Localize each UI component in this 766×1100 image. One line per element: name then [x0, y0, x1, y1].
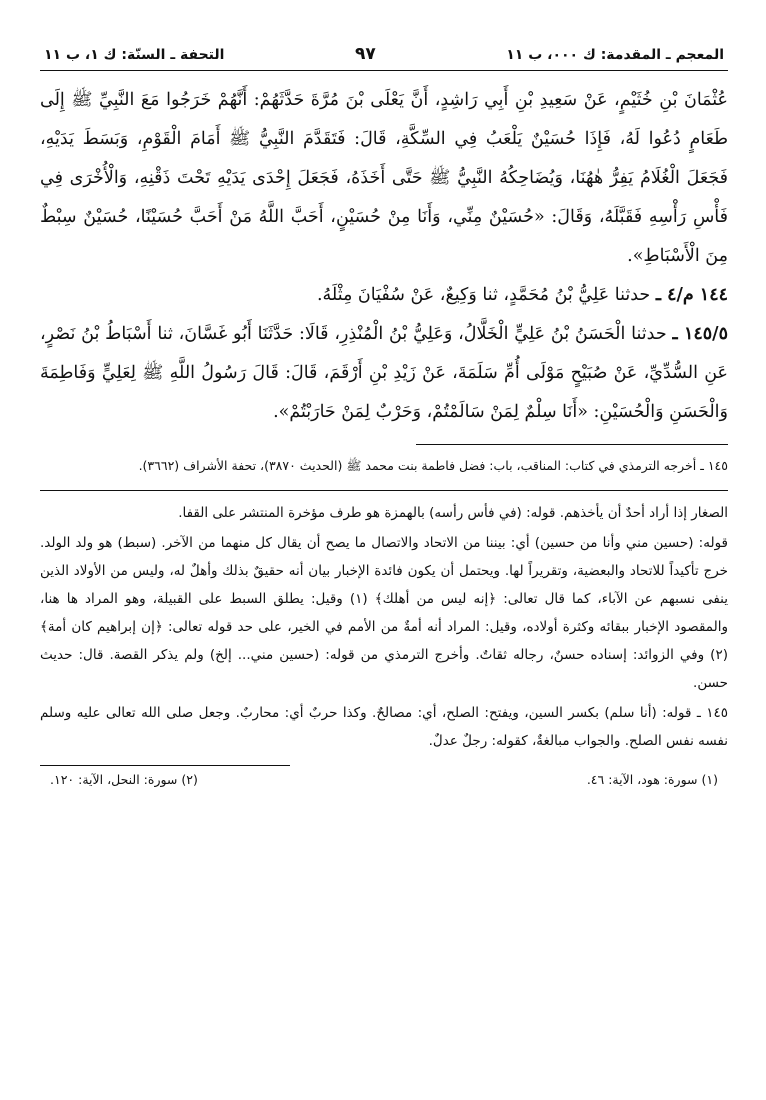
hadith-text — [40, 81, 728, 432]
hadith-145-number: ١٤٥/٥ ـ — [672, 324, 728, 344]
hadith-continuation: عُثْمَانَ بْنِ خُثَيْمٍ، عَنْ سَعِيدِ بْنِ أَبِي رَاشِدٍ، أَنَّ يَعْلَى بْنَ مُرَّةَ حَدَّثَهُمْ: أَنَّهُمْ خَرَجُوا مَعَ النَّبِيِّ ﷺ إِلَى طَعَامٍ دُعُوا لَهُ، فَإِذَا حُسَيْنٌ يَلْعَبُ فِي السِّكَّةِ، قَالَ: فَتَقَدَّمَ النَّبِيُّ ﷺ أَمَامَ الْقَوْمِ، وَبَسَطَ يَدَيْهِ، فَجَعَلَ الْغُلَامُ يَفِرُّ هٰهُنَا، وَيُضَاحِكُهُ النَّبِيُّ ﷺ حَتَّى أَخَذَهُ، فَجَعَلَ إِحْدَى يَدَيْهِ تَحْتَ ذَقْنِهِ، وَالْأُخْرَى فِي فَأْسِ رَأْسِهِ فَقَبَّلَهُ، وَقَالَ: «حُسَيْنٌ مِنِّي، وَأَنَا مِنْ حُسَيْنٍ، أَحَبَّ اللَّهُ مَنْ أَحَبَّ حُسَيْنًا، حُسَيْنٌ سِبْطٌ مِنَ الْأَسْبَاطِ». — [40, 90, 728, 266]
page — [40, 44, 728, 1080]
hadith-145-text: حدثنا الْحَسَنُ بْنُ عَلِيٍّ الْخَلَّالُ، وَعَلِيُّ بْنُ الْمُنْذِرِ، قَالَا: حَدَّثَنَا أَبُو غَسَّانَ، ثنا أَسْبَاطُ بْنُ نَصْرٍ، عَنِ السُّدِّيِّ، عَنْ صُبَيْحٍ مَوْلَى أُمِّ سَلَمَةَ، عَنْ زَيْدِ بْنِ أَرْقَمَ، قَالَ: قَالَ رَسُولُ اللَّهِ ﷺ لِعَلِيٍّ وَفَاطِمَةَ وَالْحَسَنِ وَالْحُسَيْنِ: «أَنَا سِلْمٌ لِمَنْ سَالَمْتُمْ، وَحَرْبٌ لِمَنْ حَارَبْتُمْ». — [40, 324, 728, 422]
commentary-separator — [40, 490, 728, 491]
hadith-144 — [40, 276, 728, 315]
hadith-145 — [40, 315, 728, 432]
header-right: المعجم ـ المقدمة: ك ٠٠٠، ب ١١ — [506, 47, 724, 63]
commentary-paragraph-1: الصغار إذا أراد أحدٌ أن يأخذهم. قوله: (في فأس رأسه) بالهمزة هو طرف مؤخرة المنتشر على القفا. — [178, 505, 728, 521]
hadith-144-number: ١٤٤ م/٤ ـ — [655, 285, 728, 305]
hadith-144-text: حدثنا عَلِيُّ بْنُ مُحَمَّدٍ، ثنا وَكِيعٌ، عَنْ سُفْيَانَ مِثْلَهُ. — [316, 285, 651, 305]
footnote-1: (١) سورة: هود، الآية: ٤٦. — [586, 772, 718, 787]
commentary — [40, 499, 728, 755]
commentary-paragraph-2: قوله: (حسين مني وأنا من حسين) أي: بيننا من الاتحاد والاتصال ما يصح أن يقال كل منهما من الآخر. (سبط) هو ولد الولد. خرج تأكيداً للاتحاد والبعضية، وتقريراً لها. ويحتمل أن يكون فائدة الإخبار بيان أنه حقيقٌ بذلك وأهلٌ له، وليس من الأولاد الذين ينفى نسبهم عن الآباء، كما قال تعالى: ﴿إنه ليس من أهلك﴾ (١) وقيل: يطلق السبط على القبيلة، وهو المراد ها هنا، والمقصود الإخبار ببقائه وكثرة أولاده، وقيل: المراد أنه أمةٌ من الأمم في الخير، على حد قوله تعالى: ﴿إن إبراهيم كان أمة﴾ (٢) وفي الزوائد: إسناده حسنٌ، رجاله ثقاتٌ. وأخرج الترمذي من قوله: (حسين مني... إلخ) ولم يذكر القصة. قال: حديث حسن. — [40, 535, 728, 691]
footnote-separator — [40, 765, 290, 766]
takhrij-note: ١٤٥ ـ أخرجه الترمذي في كتاب: المناقب، باب: فضل فاطمة بنت محمد ﷺ (الحديث ٣٨٧٠)، تحفة الأشراف (٣٦٦٢). — [138, 458, 728, 473]
footnotes — [40, 772, 728, 787]
commentary-paragraph-3: ١٤٥ ـ قوله: (أنا سلم) بكسر السين، ويفتح: الصلح، أي: مصالحٌ. وكذا حربٌ أي: محاربٌ. وجعل صلى الله تعالى عليه وسلم نفسه نفس الصلح. والجواب مبالغةٌ، كقوله: رجلٌ عدلٌ. — [40, 705, 728, 749]
page-number: ٩٧ — [354, 44, 376, 64]
header-left: التحفة ـ السنّة: ك ١، ب ١١ — [44, 47, 225, 63]
footnote-2: (٢) سورة: النحل، الآية: ١٢٠. — [50, 772, 198, 787]
running-header — [40, 44, 728, 71]
takhrij-separator — [416, 444, 728, 445]
